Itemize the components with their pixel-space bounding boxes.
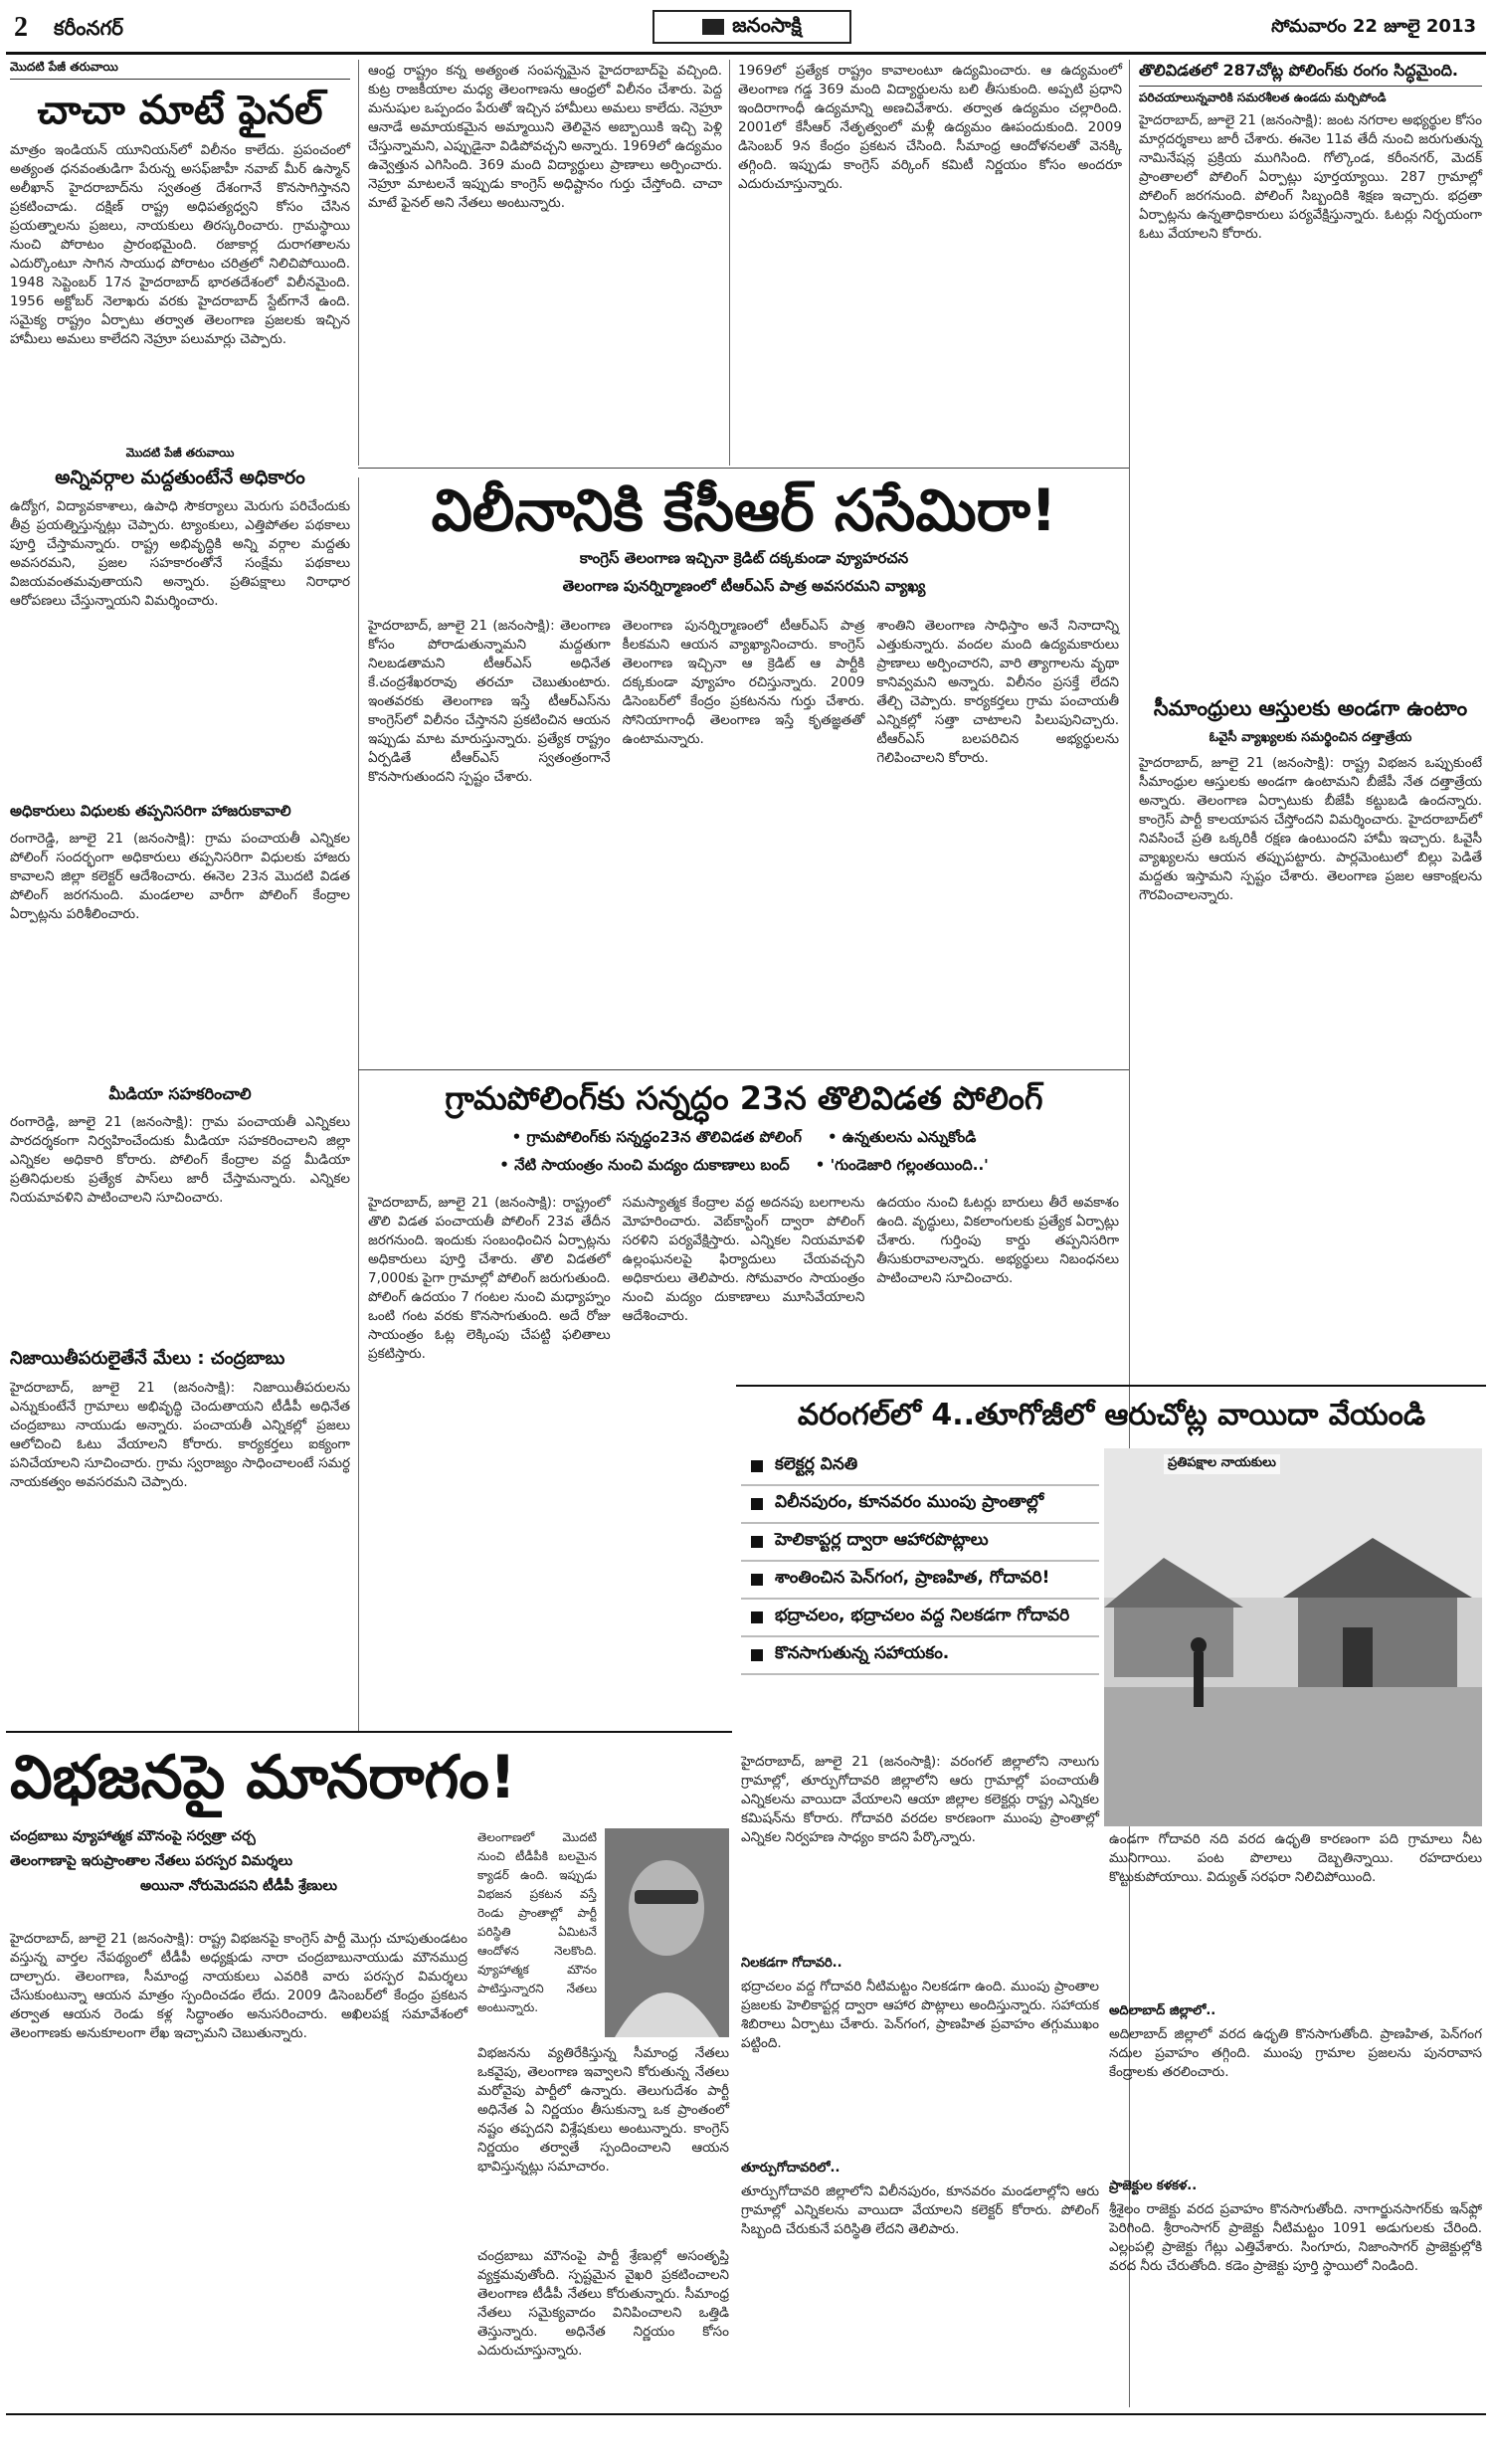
subheadline: తెలంగాణాపై ఇరుప్రాంతాల నేతలు పరస్పర విమర్శలు bbox=[10, 1853, 293, 1869]
bullet-icon bbox=[751, 1574, 763, 1586]
subheadline: అదిలాబాద్ జిల్లాలో.. bbox=[1109, 2003, 1216, 2018]
column-2-top bbox=[368, 62, 727, 460]
polling-headline: గ్రామపోలింగ్‌కు సన్నద్ధం 23న తొలివిడత పోలింగ్ bbox=[445, 1079, 1043, 1117]
bullet-icon bbox=[751, 1460, 763, 1472]
polling-body-columns bbox=[368, 1194, 1124, 1383]
article-body: రంగారెడ్డి, జూలై 21 (జనంసాక్షి): గ్రామ పంచాయతీ ఎన్నికల పోలింగ్ సందర్భంగా అధికారులు తప్పనిసరిగా విధులకు హాజరు కావాలని జిల్లా కలెక్టర్ ఆదేశించారు. ఈనెల 23న మొదటి విడత పోలింగ్ జరగనుంది. మండలాల వారీగా పోలింగ్ కేంద్రాల ఏర్పాట్లను పరిశీలించారు. bbox=[10, 831, 355, 922]
subheadline: ఓవైసీ వ్యాఖ్యలకు సమర్థించిన దత్తాత్రేయ bbox=[1209, 730, 1412, 745]
page-date: సోమవారం 22 జూలై 2013 bbox=[1271, 16, 1476, 37]
polling-headline-block bbox=[366, 1076, 1122, 1186]
headline: అన్నివర్గాల మద్దతుంటేనే అధికారం bbox=[55, 467, 305, 488]
bottom-subheads bbox=[10, 1828, 467, 1928]
section-rule bbox=[736, 1385, 1486, 1387]
article-body: హైదరాబాద్, జూలై 21 (జనంసాక్షి): రాష్ట్ర విభజనపై కాంగ్రెస్ పార్టీ మొగ్గు చూపుతుండటం వస్తున్న వార్తల నేపథ్యంలో టీడీపీ అధ్యక్షుడు నారా చంద్రబాబునాయుడు మౌనముద్ర దాల్చారు. తెలంగాణ, సీమాంధ్ర నాయకులు ఎవరికి వారు పరస్పర విమర్శలు చేసుకుంటున్నా ఆయన మాత్రం స్పందించడం లేదు. 2009 డిసెంబర్‌లో కేంద్రం ప్రకటన తర్వాత ఆయన రెండు కళ్ల సిద్ధాంతం అనుసరించారు. అఖిలపక్ష సమావేశంలో తెలంగాణకు అనుకూలంగా లేఖ ఇచ్చామని చెబుతున్నారు. bbox=[10, 1931, 472, 2041]
subheadline: తూర్పుగోదావరిలో.. bbox=[741, 2161, 840, 2176]
flood-photo bbox=[1104, 1448, 1482, 1826]
column-1 bbox=[10, 60, 355, 1791]
column-4 bbox=[1139, 60, 1487, 1413]
article-body: తెలంగాణ పునర్నిర్మాణంలో టీఆర్ఎస్ పాత్ర కీలకమని ఆయన వ్యాఖ్యానించారు. కాంగ్రెస్ తెలంగాణ ఇచ్చినా ఆ క్రెడిట్ ఆ పార్టీకి దక్కకుండా వ్యూహం రచిస్తున్నారు. 2009 డిసెంబర్‌లో కేంద్రం ప్రకటనను గుర్తు చేశారు. సోనియాగాంధీ తెలంగాణ ఇస్తే కృతజ్ఞతతో ఉంటామన్నారు. bbox=[622, 618, 869, 747]
article-body: ఉండగా గోదావరి నది వరద ఉధృతి కారణంగా పది గ్రామాలు నీట మునిగాయి. పంట పొలాలు దెబ్బతిన్నాయి. రహదారులు కొట్టుకుపోయాయి. విద్యుత్ సరఫరా నిలిచిపోయింది. bbox=[1109, 1831, 1487, 1885]
column-rule bbox=[358, 60, 359, 466]
masthead-title: జనంసాక్షి bbox=[732, 12, 802, 37]
subheadline: అయినా నోరుమెదపని టీడీపీ శ్రేణులు bbox=[139, 1878, 338, 1894]
eye-icon bbox=[702, 19, 724, 35]
column-3-top bbox=[738, 62, 1127, 460]
polling-bullet: • ఉన్నతులను ఎన్నుకోండి bbox=[828, 1128, 977, 1146]
column-rule bbox=[729, 60, 730, 466]
headline: తొలివిడతలో 287చోట్ల పోలింగ్‌కు రంగం సిద్ధమైంది. bbox=[1139, 60, 1482, 87]
subheadline: పరిచయాలున్నవారికి సమరశీలత ఉండదు మర్చిపోండి bbox=[1139, 91, 1387, 104]
continuation-label: మొదటి పేజీ తరువాయి bbox=[10, 60, 350, 80]
section-rule bbox=[358, 468, 1129, 469]
subheadline: నిలకడగా గోదావరి.. bbox=[741, 1956, 842, 1971]
section-name: కరీంనగర్ bbox=[54, 16, 123, 40]
lead-subheadline: తెలంగాణ పునర్నిర్మాణంలో టీఆర్ఎస్ పాత్ర అవసరమని వ్యాఖ్య bbox=[562, 577, 926, 595]
warangal-left-column bbox=[741, 1753, 1104, 2409]
column-rule bbox=[358, 477, 359, 1731]
bullet-icon bbox=[751, 1649, 763, 1661]
warangal-bullet: శాంతించిన పెన్‌గంగ, ప్రాణహిత, గోదావరి! bbox=[741, 1562, 1099, 1600]
bullet-icon bbox=[751, 1611, 763, 1623]
warangal-headline: వరంగల్‌లో 4..తూగోజీలో ఆరుచోట్ల వాయిదా వేయండి bbox=[797, 1398, 1426, 1432]
warangal-bullet: విలీనపురం, కూనవరం ముంపు ప్రాంతాల్లో bbox=[741, 1486, 1099, 1524]
subheadline: ప్రాజెక్టుల కళకళ.. bbox=[1109, 2179, 1198, 2193]
chandrababu-portrait bbox=[605, 1828, 729, 2037]
warangal-bullet: భద్రాచలం, భద్రాచలం వద్ద నిలకడగా గోదావరి bbox=[741, 1600, 1099, 1637]
article-body: హైదరాబాద్, జూలై 21 (జనంసాక్షి): తెలంగాణ కోసం పోరాడుతున్నామని మద్దతుగా నిలబడతామని టీఆర్ఎస్ అధినేత కే.చంద్రశేఖరరావు తరచూ చెబుతుంటారు. ఇంతవరకు తెలంగాణ ఇస్తే టీఆర్ఎస్‌ను కాంగ్రెస్‌లో విలీనం చేస్తానని ప్రకటించిన ఆయన ఇప్పుడు మాట మారుస్తున్నారు. ప్రత్యేక రాష్ట్రం ఏర్పడితే టీఆర్ఎస్ స్వతంత్రంగానే కొనసాగుతుందని స్పష్టం చేశారు. bbox=[368, 618, 615, 785]
article-body: హైదరాబాద్, జూలై 21 (జనంసాక్షి): రాష్ట్ర విభజన ఒప్పుకుంటే సీమాంధ్రుల ఆస్తులకు అండగా ఉంటామని బీజేపీ నేత దత్తాత్రేయ అన్నారు. తెలంగాణ ఏర్పాటుకు బీజేపీ కట్టుబడి ఉందన్నారు. కాంగ్రెస్ పార్టీ కాలయాపన చేస్తోందని విమర్శించారు. హైదరాబాద్‌లో నివసించే ప్రతి ఒక్కరికీ రక్షణ ఉంటుందని హామీ ఇచ్చారు. ఓవైసీ వ్యాఖ్యలను ఆయన తప్పుపట్టారు. పార్లమెంటులో బిల్లు పెడితే మద్దతు ఇస్తామని స్పష్టం చేశారు. తెలంగాణ ప్రజల ఆకాంక్షలను గౌరవించాలన్నారు. bbox=[1139, 755, 1487, 903]
article-body: శాంతిని తెలంగాణ సాధిస్తాం అనే నినాదాన్ని ఎత్తుకున్నారు. వందల మంది ఉద్యమకారులు ప్రాణాలు అర్పించారని, వారి త్యాగాలను వృథా కానివ్వమని అన్నారు. విలీనం ప్రసక్తే లేదని తేల్చి చెప్పారు. కార్యకర్తలు గ్రామ పంచాయతీ ఎన్నికల్లో సత్తా చాటాలని పిలుపునిచ్చారు. టీఆర్ఎస్ బలపరిచిన అభ్యర్థులను గెలిపించాలని కోరారు. bbox=[876, 618, 1124, 766]
bottom-body-left bbox=[10, 1930, 472, 2407]
article-body: హైదరాబాద్, జూలై 21 (జనంసాక్షి): నిజాయితీపరులను ఎన్నుకుంటేనే గ్రామాలు అభివృద్ధి చెందుతాయని టీడీపీ అధినేత చంద్రబాబు నాయుడు అన్నారు. పంచాయతీ ఎన్నికల్లో ప్రజలు ఆలోచించి ఓటు వేయాలని కోరారు. కార్యకర్తలు ఐక్యంగా పనిచేయాలని సూచించారు. గ్రామ స్వరాజ్యం సాధించాలంటే సమర్థ నాయకత్వం అవసరమని చెప్పారు. bbox=[10, 1380, 355, 1490]
subheadline: మీడియా సహకరించాలి bbox=[108, 1084, 252, 1103]
footer-rule bbox=[6, 2413, 1486, 2415]
article-body: తెలంగాణలో మొదటి నుంచి టీడీపీకి బలమైన క్యాడర్ ఉంది. ఇప్పుడు విభజన ప్రకటన వస్తే రెండు ప్రాంతాల్లో పార్టీ పరిస్థితి ఏమిటనే ఆందోళన నెలకొంది. వ్యూహాత్మక మౌనం పాటిస్తున్నారని నేతలు అంటున్నారు. bbox=[477, 1830, 601, 2014]
warangal-bullets bbox=[741, 1448, 1099, 1747]
bottom-headline: విభజనపై మానరాగం! bbox=[10, 1743, 517, 1812]
warangal-bullet: హెలికాప్టర్ల ద్వారా ఆహారపొట్లాలు bbox=[741, 1524, 1099, 1562]
warangal-right-column bbox=[1109, 1830, 1487, 2407]
lead-headline: విలీనానికి కేసీఆర్ ససేమిరా! bbox=[431, 476, 1057, 544]
article-body: విభజనను వ్యతిరేకిస్తున్న సీమాంధ్ర నేతలు ఒకవైపు, తెలంగాణ ఇవ్వాలని కోరుతున్న నేతలు మరోవైపు పార్టీలో ఉన్నారు. తెలుగుదేశం పార్టీ అధినేత ఏ నిర్ణయం తీసుకున్నా ఒక ప్రాంతంలో నష్టం తప్పదని విశ్లేషకులు అంటున్నారు. కాంగ్రెస్ నిర్ణయం తర్వాతే స్పందించాలని ఆయన భావిస్తున్నట్లు సమాచారం. bbox=[477, 2045, 734, 2175]
warangal-bullet: కొనసాగుతున్న సహాయకం. bbox=[741, 1637, 1099, 1675]
article-body: సమస్యాత్మక కేంద్రాల వద్ద అదనపు బలగాలను మోహరించారు. వెబ్‌కాస్టింగ్ ద్వారా పోలింగ్ సరళిని పర్యవేక్షిస్తారు. ఎన్నికల నియమావళి ఉల్లంఘనలపై ఫిర్యాదులు చేయవచ్చని అధికారులు తెలిపారు. సోమవారం సాయంత్రం నుంచి మద్యం దుకాణాలు మూసివేయాలని ఆదేశించారు. bbox=[622, 1195, 869, 1324]
lead-subheadline: కాంగ్రెస్ తెలంగాణ ఇచ్చినా క్రెడిట్ దక్కకుండా వ్యూహరచన bbox=[579, 549, 909, 567]
article-body: ఆంధ్ర రాష్ట్రం కన్న అత్యంత సంపన్నమైన హైదరాబాద్‌పై వచ్చింది. కుట్ర రాజకీయాల మధ్య తెలంగాణను ఆంధ్రలో విలీనం చేశారు. పెద్ద మనుషుల ఒప్పందం పేరుతో ఇచ్చిన హామీలు అమలు కాలేదు. నెహ్రూ ఆనాడే అమాయకమైన అమ్మాయిని తెలివైన అబ్బాయికి ఇచ్చి పెళ్లి చేస్తున్నామని, ఎప్పుడైనా విడిపోవచ్చని అన్నారు. 1969లో ఉద్యమం ఉవ్వెత్తున ఎగిసింది. 369 మంది విద్యార్థులు ప్రాణాలు అర్పించారు. నెహ్రూ మాటలనే ఇప్పుడు కాంగ్రెస్ అధిష్టానం గుర్తు చేస్తోంది. చాచా మాటే ఫైనల్ అని నేతలు అంటున్నారు. bbox=[368, 63, 727, 211]
lead-body-columns bbox=[368, 617, 1124, 1054]
article-body: హైదరాబాద్, జూలై 21 (జనంసాక్షి): జంట నగరాల అభ్యర్థుల కోసం మార్గదర్శకాలు జారీ చేశారు. ఈనెల 11వ తేదీ నుంచి జరుగుతున్న నామినేషన్ల ప్రక్రియ ముగిసింది. గోల్కొండ, కరీంనగర్, మెదక్ ప్రాంతాలలో పోలింగ్ ఏర్పాట్లు పూర్తయ్యాయి. 287 గ్రామాల్లో పోలింగ్ జరగనుంది. పోలింగ్ సిబ్బందికి శిక్షణ ఇచ్చారు. భద్రతా ఏర్పాట్లను ఉన్నతాధికారులు పర్యవేక్షిస్తున్నారు. ఓటర్లు నిర్భయంగా ఓటు వేయాలని కోరారు. bbox=[1139, 112, 1487, 242]
subheadline: చంద్రబాబు వ్యూహాత్మక మౌనంపై సర్వత్రా చర్చ bbox=[10, 1828, 256, 1844]
article-body: అదిలాబాద్ జిల్లాలో వరద ఉధృతి కొనసాగుతోంది. ప్రాణహిత, పెన్‌గంగ నదుల ప్రవాహం తగ్గింది. ముంపు గ్రామాల ప్రజలను పునరావాస కేంద్రాలకు తరలించారు. bbox=[1109, 2026, 1487, 2080]
subheadline: అధికారులు విధులకు తప్పనిసరిగా హాజరుకావాలి bbox=[10, 802, 291, 820]
header-rule bbox=[6, 52, 1486, 55]
article-body: ఉదయం నుంచి ఓటర్లు బారులు తీరే అవకాశం ఉంది. వృద్ధులు, వికలాంగులకు ప్రత్యేక ఏర్పాట్లు చేశారు. గుర్తింపు కార్డు తప్పనిసరిగా తీసుకురావాలన్నారు. అభ్యర్థులు నిబంధనలు పాటించాలని సూచించారు. bbox=[876, 1195, 1124, 1286]
polling-bullet: • నేటి సాయంత్రం నుంచి మద్యం దుకాణాలు బంద్ bbox=[499, 1156, 790, 1174]
article-body: హైదరాబాద్, జూలై 21 (జనంసాక్షి): వరంగల్ జిల్లాలోని నాలుగు గ్రామాల్లో, తూర్పుగోదావరి జిల్లాలోని ఆరు గ్రామాల్లో పంచాయతీ ఎన్నికలను వాయిదా వేయాలని ఆయా జిల్లాల కలెక్టర్లు రాష్ట్ర ఎన్నికల కమిషన్‌ను కోరారు. గోదావరి వరదల కారణంగా ముంపు ప్రాంతాల్లో ఎన్నికల నిర్వహణ సాధ్యం కాదని పేర్కొన్నారు. bbox=[741, 1754, 1104, 1845]
masthead-logo bbox=[653, 10, 851, 44]
flood-photo-image bbox=[1104, 1448, 1482, 1826]
headline: సీమాంధ్రులు ఆస్తులకు అండగా ఉంటాం bbox=[1153, 696, 1468, 720]
bullet-icon bbox=[751, 1536, 763, 1548]
article-body: తూర్పుగోదావరి జిల్లాలోని విలీనపురం, కూనవరం మండలాల్లోని ఆరు గ్రామాల్లో ఎన్నికలను వాయిదా వేయాలని కలెక్టర్ కోరారు. పోలింగ్ సిబ్బంది చేరుకునే పరిస్థితి లేదని తెలిపారు. bbox=[741, 2183, 1104, 2237]
warangal-bullet: కలెక్టర్ల వినతి bbox=[741, 1448, 1099, 1486]
article-body: చంద్రబాబు మౌనంపై పార్టీ శ్రేణుల్లో అసంతృప్తి వ్యక్తమవుతోంది. స్పష్టమైన వైఖరి ప్రకటించాలని తెలంగాణ టీడీపీ నేతలు కోరుతున్నారు. సీమాంధ్ర నేతలు సమైక్యవాదం వినిపించాలని ఒత్తిడి తెస్తున్నారు. అధినేత నిర్ణయం కోసం ఎదురుచూస్తున్నారు. bbox=[477, 2248, 734, 2359]
page-number: 2 bbox=[14, 12, 28, 43]
headline: చాచా మాటే ఫైనల్ bbox=[37, 88, 323, 133]
subheadline: నిజాయితీపరులైతేనే మేలు : చంద్రబాబు bbox=[10, 1348, 285, 1369]
article-body: 1969లో ప్రత్యేక రాష్ట్రం కావాలంటూ ఉద్యమించారు. ఆ ఉద్యమంలో తెలంగాణ గడ్డ 369 మంది విద్యార్థులను బలి తీసుకుంది. అప్పటి ప్రధాని ఇందిరాగాంధీ ఉద్యమాన్ని అణచివేశారు. తర్వాత ఉద్యమం చల్లారింది. 2001లో కేసీఆర్ నేతృత్వంలో మళ్లీ ఉద్యమం ఊపందుకుంది. 2009 డిసెంబర్ 9న కేంద్రం ప్రకటన చేసింది. సీమాంధ్ర ఆందోళనలతో వెనక్కి తగ్గింది. ఇప్పుడు కాంగ్రెస్ వర్కింగ్ కమిటీ నిర్ణయం కోసం అందరూ ఎదురుచూస్తున్నారు. bbox=[738, 63, 1127, 192]
chandrababu-photo bbox=[605, 1828, 729, 2037]
article-body: ఉద్యోగ, విద్యావకాశాలు, ఉపాధి సౌకర్యాలు మెరుగు పరిచేందుకు తీవ్ర ప్రయత్నిస్తున్నట్లు చెప్పారు. ట్యాంకులు, ఎత్తిపోతల పథకాలు పూర్తి చేస్తామన్నారు. రాష్ట్ర అభివృద్ధికి అన్ని వర్గాల మద్దతు అవసరమని, ప్రజల సహకారంతోనే సంక్షేమ పథకాలు విజయవంతమవుతాయని అన్నారు. ప్రతిపక్షాలు నిరాధార ఆరోపణలు చేస్తున్నాయని విమర్శించారు. bbox=[10, 498, 355, 609]
section-rule bbox=[358, 1069, 1129, 1070]
bullet-icon bbox=[751, 1498, 763, 1510]
article-body: రంగారెడ్డి, జూలై 21 (జనంసాక్షి): గ్రామ పంచాయతీ ఎన్నికలు పారదర్శకంగా నిర్వహించేందుకు మీడియా సహకరించాలని జిల్లా ఎన్నికల అధికారి కోరారు. పోలింగ్ కేంద్రాల వద్ద మీడియా ప్రతినిధులకు ప్రత్యేక పాస్‌లు జారీ చేస్తామన్నారు. ఎన్నికల నియమావళిని పాటించాలని సూచించారు. bbox=[10, 1114, 355, 1206]
bottom-body-right bbox=[477, 2044, 734, 2407]
article-body: శ్రీశైలం రాజెక్టు వరద ప్రవాహం కొనసాగుతోంది. నాగార్జునసాగర్‌కు ఇన్‌ఫ్లో పెరిగింది. శ్రీరాంసాగర్ ప్రాజెక్టు నీటిమట్టం 1091 అడుగులకు చేరింది. ఎల్లంపల్లి ప్రాజెక్టు గేట్లు ఎత్తివేశారు. సింగూరు, నిజాంసాగర్ ప్రాజెక్టుల్లోకి వరద నీరు చేరుతోంది. కడెం ప్రాజెక్టు పూర్తి స్థాయిలో నిండింది. bbox=[1109, 2201, 1487, 2274]
article-body: మాత్రం ఇండియన్ యూనియన్‌లో విలీనం కాలేదు. ప్రపంచంలో అత్యంత ధనవంతుడిగా పేరున్న అసఫ్‌జాహీ నవాబ్ మీర్ ఉస్మాన్ అలీఖాన్ హైదరాబాద్‌ను స్వతంత్ర దేశంగానే కొనసాగిస్తానని ప్రకటించాడు. దక్షిణ్ రాష్ట్ర అధిపత్యధ్వని కోసం చేసిన ప్రయత్నాలను ప్రజలు, నాయకులు తిరస్కరించారు. గ్రామస్థాయి నుంచి పోరాటం ప్రారంభమైంది. రజాకార్ల దురాగతాలను ఎదుర్కొంటూ సాగిన సాయుధ పోరాటం చరిత్రలో నిలిచిపోయింది. 1948 సెప్టెంబర్ 17న హైదరాబాద్ భారతదేశంలో విలీనమైంది. 1956 అక్టోబర్ నెలాఖరు వరకు హైదరాబాద్ స్టేట్‌గానే ఉంది. సమైక్య రాష్ట్రం ఏర్పాటు తర్వాత తెలంగాణ ప్రజలకు ఇచ్చిన హామీలు అమలు కాలేదని నెహ్రూ పలుమార్లు చెప్పారు. bbox=[10, 142, 355, 347]
polling-bullet: • 'గుండెజారి గల్లంతయింది..' bbox=[815, 1156, 989, 1174]
section-rule bbox=[6, 1731, 732, 1733]
article-body: భద్రాచలం వద్ద గోదావరి నీటిమట్టం నిలకడగా ఉంది. ముంపు ప్రాంతాల ప్రజలకు హెలికాప్టర్ల ద్వారా ఆహార పొట్లాలు అందిస్తున్నారు. సహాయక శిబిరాలు ఏర్పాటు చేశారు. పెన్‌గంగ, ప్రాణహిత ప్రవాహం తగ్గుముఖం పట్టింది. bbox=[741, 1979, 1104, 2051]
article-body: హైదరాబాద్, జూలై 21 (జనంసాక్షి): రాష్ట్రంలో తొలి విడత పంచాయతీ పోలింగ్ 23వ తేదీన జరగనుంది. ఇందుకు సంబంధించిన ఏర్పాట్లను అధికారులు పూర్తి చేశారు. తొలి విడతలో 7,000కు పైగా గ్రామాల్లో పోలింగ్ జరుగుతుంది. పోలింగ్ ఉదయం 7 గంటల నుంచి మధ్యాహ్నం ఒంటి గంట వరకు కొనసాగుతుంది. అదే రోజు సాయంత్రం ఓట్ల లెక్కింపు చేపట్టి ఫలితాలు ప్రకటిస్తారు. bbox=[368, 1195, 615, 1362]
photo-caption: ప్రతిపక్షాల నాయకులు bbox=[1164, 1454, 1280, 1474]
polling-bullet: • గ్రామపోలింగ్‌కు సన్నద్ధం23న తొలివిడత పోలింగ్ bbox=[511, 1128, 803, 1146]
polling-bullets bbox=[366, 1128, 1122, 1178]
bottom-body-mid bbox=[477, 1828, 601, 2037]
lead-headline-block bbox=[366, 475, 1122, 605]
page-header bbox=[6, 8, 1486, 50]
continuation-label: మొదటి పేజీ తరువాయి bbox=[125, 446, 235, 460]
